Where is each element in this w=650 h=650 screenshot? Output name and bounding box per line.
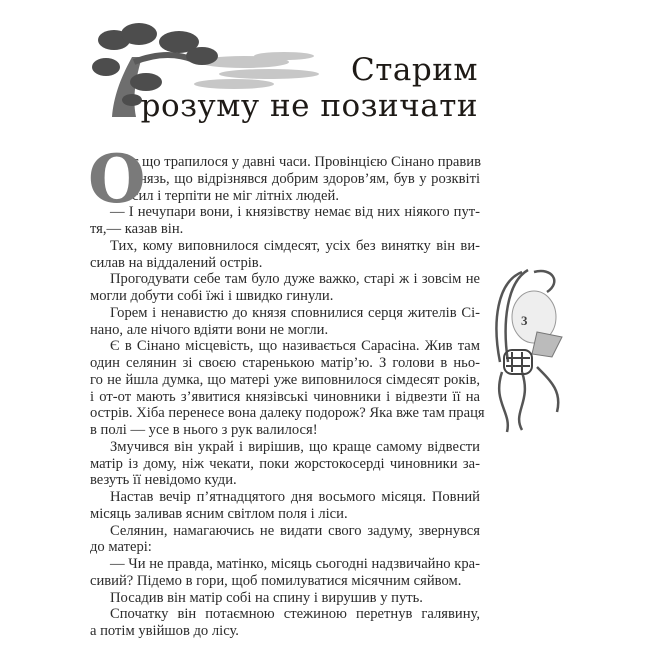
text-line: Тих, кому виповнилося сімдесят, усіх без винятку він ви- [110, 237, 480, 254]
paragraph [90, 338, 485, 439]
paragraph [90, 439, 480, 489]
rope-knot-ornament [492, 262, 567, 437]
text-line: Змучився він украй і вирішив, що краще самому відвести [110, 438, 480, 455]
paragraph [90, 606, 480, 640]
text-line: го не йшла думка, що матері уже виповнилося сімдесят років, [90, 371, 480, 388]
paragraph [90, 305, 480, 339]
text-line: Спочатку він потаємною стежиною перетнув галявину, [110, 606, 480, 623]
paragraph [90, 523, 480, 557]
text-line: а потім увійшов до лісу. [90, 623, 239, 639]
text-line: — І нечупари вони, і князівству немає від них ніякого пут- [110, 204, 480, 221]
text-line: один селянин зі своєю старенькою матір’ю. З голови в ньо- [90, 355, 480, 371]
text-line: Горем і ненавистю до князя сповнилися серця жителів Сі- [110, 304, 480, 321]
text-line: в полі — усе в нього з рук валилося! [90, 422, 318, 438]
title-line-1: Старим [351, 52, 478, 88]
text-line: і от-от мають з’явитися князівські чиновники і відвезти її на [90, 388, 480, 405]
text-line: — Чи не правда, матінко, місяць сьогодні надзвичайно кра- [110, 556, 480, 572]
text-line: князь, що відрізнявся добрим здоров’ям, був у розквіті [132, 170, 480, 187]
text-line: т що трапилося у давні часи. Провінцією Сінано правив [132, 154, 481, 170]
text-line: силав на віддалений острів. [90, 254, 263, 271]
drop-cap: О [88, 140, 146, 218]
text-line: сил і терпіти не міг літніх людей. [132, 187, 339, 204]
text-line: Селянин, намагаючись не видати свого задуму, звернувся [110, 522, 480, 539]
title-line-2: розуму не позичати [140, 88, 478, 124]
paragraph [90, 238, 480, 272]
paragraph [90, 271, 480, 305]
story-title [141, 52, 478, 124]
text-line: острів. Хіба перенесе вона далеку подорож? Яка вже там праця [90, 405, 485, 422]
page-number: 3 [521, 313, 528, 328]
text-line: сивий? Підемо в гори, щоб помилуватися місячним сяйвом. [90, 572, 462, 589]
text-line: місяць заливав ясним світлом поля і ліси. [90, 505, 348, 522]
text-line: нано, але нічого вдіяти вони не могли. [90, 321, 329, 338]
paragraph [90, 204, 480, 238]
text-line: везуть її невідомо куди. [90, 472, 237, 489]
paragraph [90, 590, 480, 607]
story-text [88, 140, 485, 640]
paragraph [90, 556, 480, 590]
text-line: могли добути собі їжі і швидко гинули. [90, 288, 334, 304]
text-line: до матері: [90, 539, 152, 556]
text-line: Настав вечір п’ятнадцятого дня восьмого місяця. Повний [110, 489, 480, 505]
text-line: Прогодувати себе там було дуже важко, старі ж і зовсім не [110, 271, 480, 288]
text-line: тя,— казав він. [90, 221, 184, 237]
text-line: матір із дому, ніж чекати, поки жорстокосерді чиновники за- [90, 455, 480, 472]
text-line: Є в Сінано місцевість, що називається Сарасіна. Жив там [110, 338, 480, 355]
text-line: Посадив він матір собі на спину і вирушив у путь. [110, 589, 423, 606]
paragraph [90, 489, 480, 523]
